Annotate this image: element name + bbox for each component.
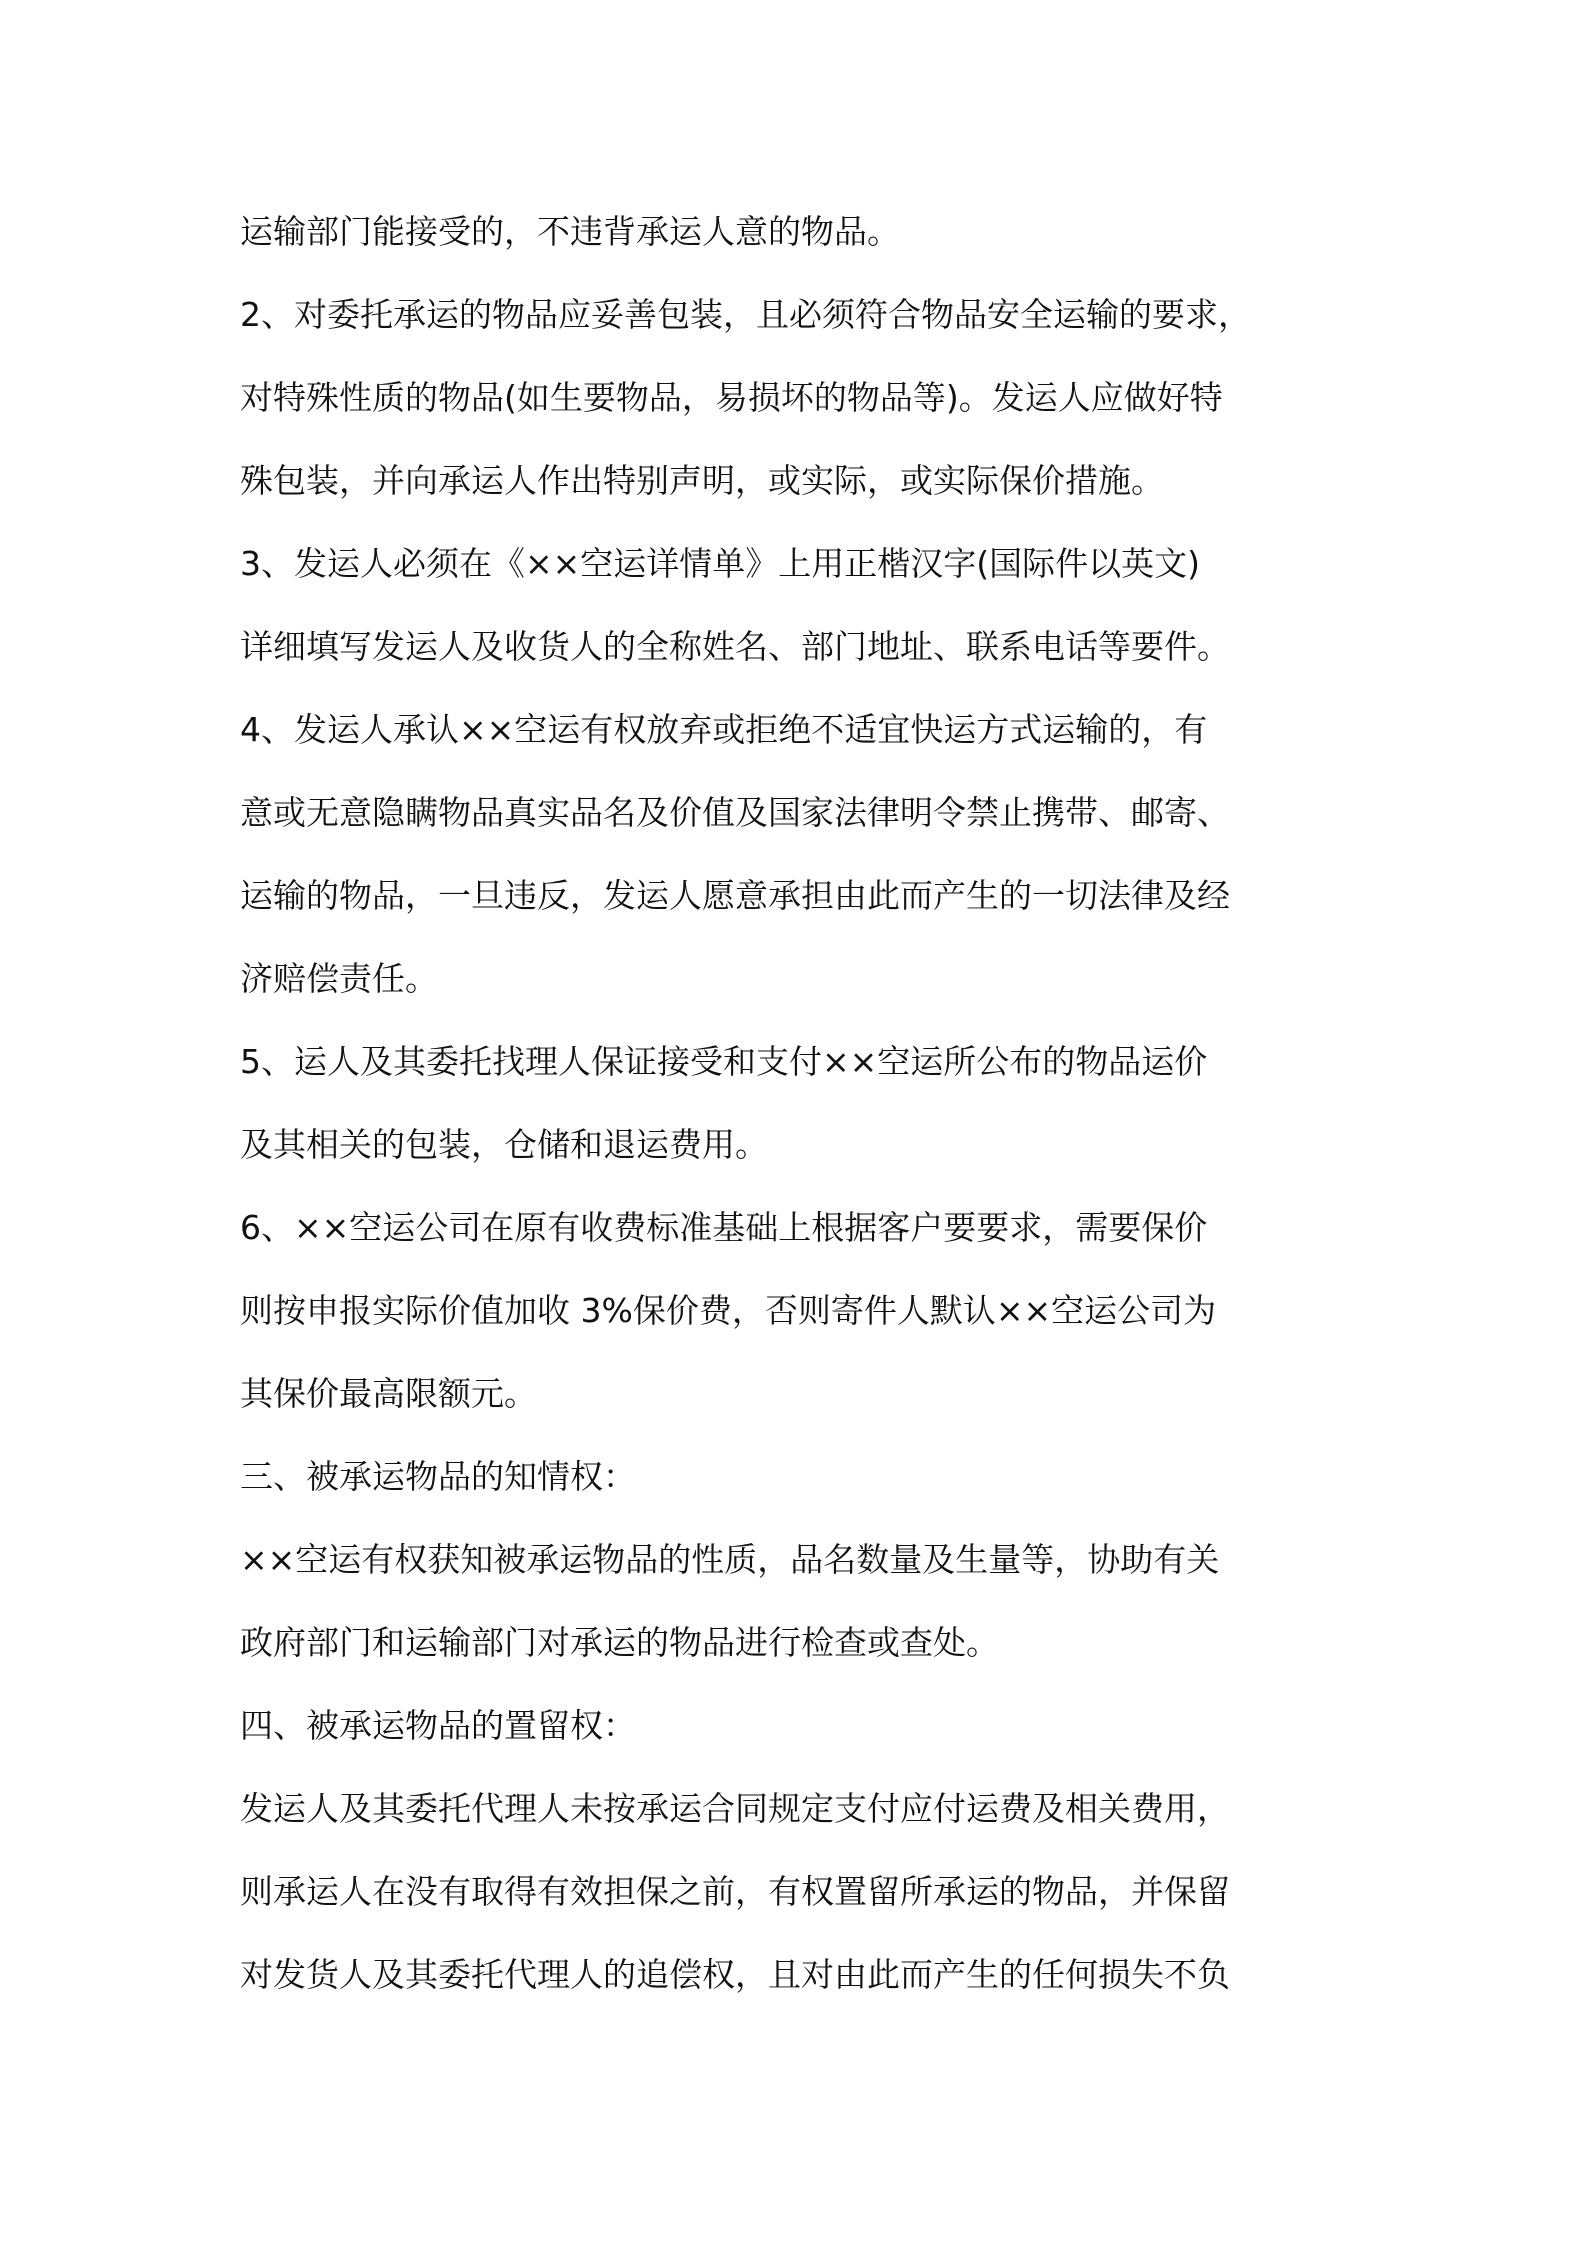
clause-5-line-2: 及其相关的包装，仓储和退运费用。: [240, 1125, 768, 1164]
clause-4-line-2: 意或无意隐瞒物品真实品名及价值及国家法律明令禁止携带、邮寄、: [240, 793, 1230, 832]
clause-3-line-1: 3、发运人必须在《××空运详情单》上用正楷汉字(国际件以英文): [240, 544, 1201, 583]
section-4-line-3: 对发货人及其委托代理人的追偿权，且对由此而产生的任何损失不负: [240, 1955, 1230, 1994]
clause-5-line-1: 5、运人及其委托找理人保证接受和支付××空运所公布的物品运价: [240, 1042, 1208, 1081]
clause-4-line-4: 济赔偿责任。: [240, 959, 438, 998]
section-4-line-2: 则承运人在没有取得有效担保之前，有权置留所承运的物品，并保留: [240, 1872, 1230, 1911]
clause-4-line-1: 4、发运人承认××空运有权放弃或拒绝不适宜快运方式运输的，有: [240, 710, 1208, 749]
clause-2-line-3: 殊包装，并向承运人作出特别声明，或实际，或实际保价措施。: [240, 461, 1164, 500]
clause-2-line-1: 2、对委托承运的物品应妥善包装，且必须符合物品安全运输的要求，: [240, 295, 1251, 334]
section-3-heading: 三、被承运物品的知情权：: [240, 1457, 636, 1496]
section-4-heading: 四、被承运物品的置留权：: [240, 1706, 636, 1745]
clause-6-line-1: 6、××空运公司在原有收费标准基础上根据客户要要求，需要保价: [240, 1208, 1208, 1247]
text-line: 运输部门能接受的，不违背承运人意的物品。: [240, 212, 900, 251]
clause-4-line-3: 运输的物品，一旦违反，发运人愿意承担由此而产生的一切法律及经: [240, 876, 1230, 915]
clause-2-line-2: 对特殊性质的物品(如生要物品，易损坏的物品等)。发运人应做好特: [240, 378, 1223, 417]
section-3-line-1: ××空运有权获知被承运物品的性质，品名数量及生量等，协助有关: [240, 1540, 1220, 1579]
clause-3-line-2: 详细填写发运人及收货人的全称姓名、部门地址、联系电话等要件。: [240, 627, 1230, 666]
section-4-line-1: 发运人及其委托代理人未按承运合同规定支付应付运费及相关费用，: [240, 1789, 1230, 1828]
clause-6-line-2: 则按申报实际价值加收 3%保价费，否则寄件人默认××空运公司为: [240, 1291, 1217, 1330]
section-3-line-2: 政府部门和运输部门对承运的物品进行检查或查处。: [240, 1623, 999, 1662]
document-body: [240, 190, 1360, 2016]
clause-6-line-3: 其保价最高限额元。: [240, 1374, 537, 1413]
